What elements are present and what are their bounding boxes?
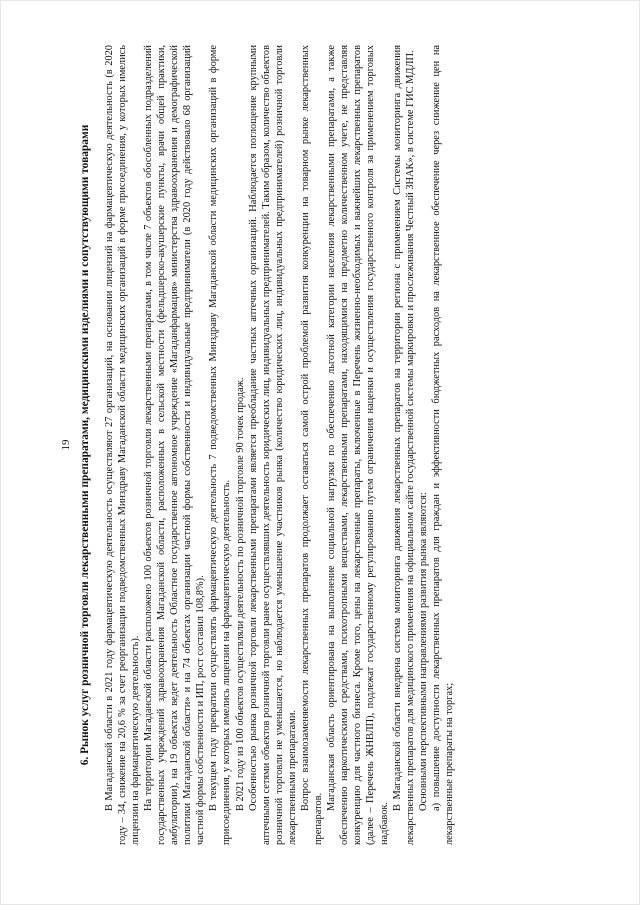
paragraph: Основными перспективными направлениями развития рынка являются: xyxy=(417,492,429,811)
paragraph: Магаданская область ориентирована на выполнение социальной нагрузки по обеспечению льготной категории населения лекарственными препаратами, а также обеспечению наркотическими средствами, психотропными веществами, лекарственными препаратами, находящимися на предметно количественном учете, не представляя конкуренцию для частного бизнеса. Кроме того, цены на лекарственные препараты, включенные в Перечень жизненно-необходимых и важнейших лекарственных препаратов (далее – Перечень ЖНВЛП), подлежат государственному регулированию путем ограничения наценки и осуществления государственного контроля за применением торговых надбавок. xyxy=(326,45,390,845)
paragraph: В 2021 году из 100 объектов осуществляли деятельность по розничной торговле 90 точек продаж. xyxy=(234,377,246,811)
paragraph: В Магаданской области в 2021 году фармацевтическую деятельность осуществляют 27 организаций, на основании лицензий на фармацевтическую деятельность (в 2020 году – 34, снижение на 20,6 % за счет реорганизации подведомственных Минздраву Магаданской области медицинских организаций в форме присоединения, у которых имелись лицензии на фармацевтическую деятельность). xyxy=(103,45,141,845)
section-title: 6. Рынок услуг розничной торговли лекарственными препаратами, медицинскими изделиями и сопутствующими товарами xyxy=(79,124,92,766)
paragraph: Вопрос взаимозаменяемости лекарственных препаратов продолжает оставаться самой острой проблемой развития конкуренции на товарном рынке лекарственных препаратов. xyxy=(300,45,325,845)
paragraph: На территории Магаданской области расположено 100 объектов розничной торговли лекарственными препаратами, в том числе 7 объектов обособленных подразделений государственных учреждений здравоохранения Магаданской области, расположенных в сельской местности (фельдшерско-акушерские пункты, врачи общей практики, амбулатории), на 19 объектах ведет деятельность Областное государственное автономное учреждение «Магаданфармация» министерства здравоохранения и демографической политики Магаданской области» и на 74 объектах организации частной формы собственности и индивидуальные предприниматели (в 2020 году действовало 68 организаций частной формы собственности и ИП, рост составил 108,8%). xyxy=(142,45,207,845)
paragraph: В текущем году прекратили осуществлять фармацевтическую деятельность 7 подведомственных Минздраву Магаданской области медицинских организаций в форме присоединения, у которых имелись лицензии на фармацевтическую деятельность. xyxy=(208,45,233,845)
paragraph: Особенностью рынка розничной торговли лекарственными препаратами является преобладание частных аптечных организаций. Наблюдается поглощение крупными аптечными сетями объектов розничной торговли ранее осуществлявших деятельность юридических лиц, индивидуальных предпринимателей. Таким образом, количество объектов розничной торговли не уменьшается, но наблюдается уменьшение участников рынка (количество юридических лиц, индивидуальных предпринимателей) розничной торговли лекарственными препаратами. xyxy=(247,45,298,845)
rotated-page-content xyxy=(60,45,580,845)
page-number: 19 xyxy=(60,439,72,451)
list-item: а) повышение доступности лекарственных препаратов для граждан и эффективности бюджетных расходов на лекарственное обеспечение через снижение цен на лекарственные препараты на торгах; xyxy=(430,45,456,845)
paragraph: В Магаданской области внедрена система мониторинга движения лекарственных препаратов на территории региона с применением Системы мониторинга движения лекарственных препаратов для медицинского применения на официальном сайте государственной системы маркировки и прослеживания Честный ЗНАК», в системе ГИС МДЛП. xyxy=(391,45,416,845)
